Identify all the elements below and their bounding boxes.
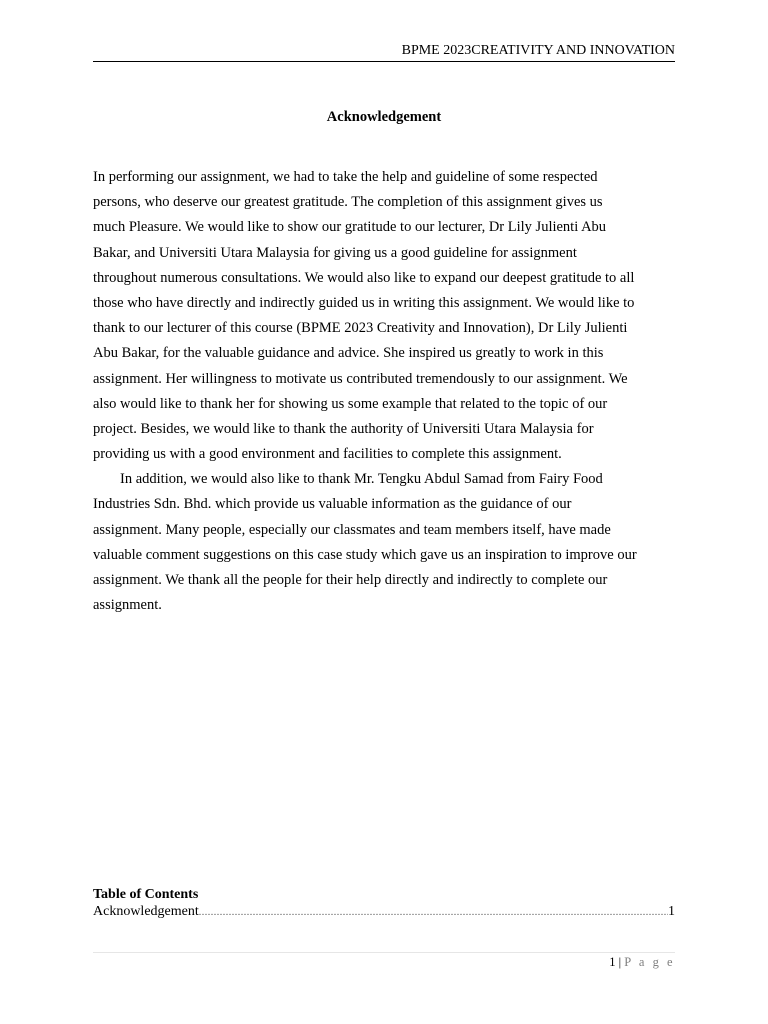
text-line: thank to our lecturer of this course (BPME 2023 Creativity and Innovation), Dr Lily Julienti — [93, 320, 628, 337]
footer-page-word: P a g e — [624, 955, 675, 969]
text-line: In addition, we would also like to thank Mr. Tengku Abdul Samad from Fairy Food — [120, 471, 603, 488]
header-text: BPME 2023CREATIVITY AND INNOVATION — [401, 43, 675, 58]
footer-page-number: 1 — [609, 955, 616, 969]
toc-entry-page: 1 — [668, 904, 675, 919]
text-line: Abu Bakar, for the valuable guidance and advice. She inspired us greatly to work in this — [93, 345, 604, 362]
footer-divider — [93, 952, 675, 953]
text-line: Bakar, and Universiti Utara Malaysia for giving us a good guideline for assignment — [93, 244, 577, 261]
page-footer — [93, 954, 675, 970]
page-header — [93, 42, 675, 62]
paragraph-2 — [93, 467, 675, 618]
text-line: persons, who deserve our greatest gratitude. The completion of this assignment gives us — [93, 194, 603, 211]
text-line: throughout numerous consultations. We would also like to expand our deepest gratitude to all — [93, 269, 635, 286]
toc-dot-leader — [199, 904, 668, 921]
text-line: assignment. — [93, 597, 162, 614]
acknowledgement-body — [93, 165, 675, 618]
text-line: Industries Sdn. Bhd. which provide us valuable information as the guidance of our — [93, 496, 572, 513]
footer-separator: | — [618, 955, 622, 969]
text-line: also would like to thank her for showing us some example that related to the topic of our — [93, 395, 608, 412]
text-line: providing us with a good environment and facilities to complete this assignment. — [93, 446, 562, 463]
paragraph-1 — [93, 165, 675, 467]
text-line: assignment. Many people, especially our classmates and team members itself, have made — [93, 521, 611, 538]
text-line: valuable comment suggestions on this case study which gave us an inspiration to improve our — [93, 546, 637, 563]
toc-entry-label: Acknowledgement — [93, 904, 199, 919]
text-line: those who have directly and indirectly guided us in writing this assignment. We would like to — [93, 294, 635, 311]
text-line: assignment. We thank all the people for their help directly and indirectly to complete our — [93, 572, 608, 588]
toc-entry[interactable] — [93, 903, 675, 921]
text-line: In performing our assignment, we had to take the help and guideline of some respected — [93, 169, 598, 185]
text-line: assignment. Her willingness to motivate us contributed tremendously to our assignment. We — [93, 370, 628, 387]
toc-heading: Table of Contents — [93, 887, 199, 902]
page-title: Acknowledgement — [326, 109, 442, 125]
table-of-contents — [93, 886, 675, 921]
text-line: project. Besides, we would like to thank the authority of Universiti Utara Malaysia for — [93, 420, 594, 437]
text-line: much Pleasure. We would like to show our gratitude to our lecturer, Dr Lily Julienti Abu — [93, 219, 607, 236]
